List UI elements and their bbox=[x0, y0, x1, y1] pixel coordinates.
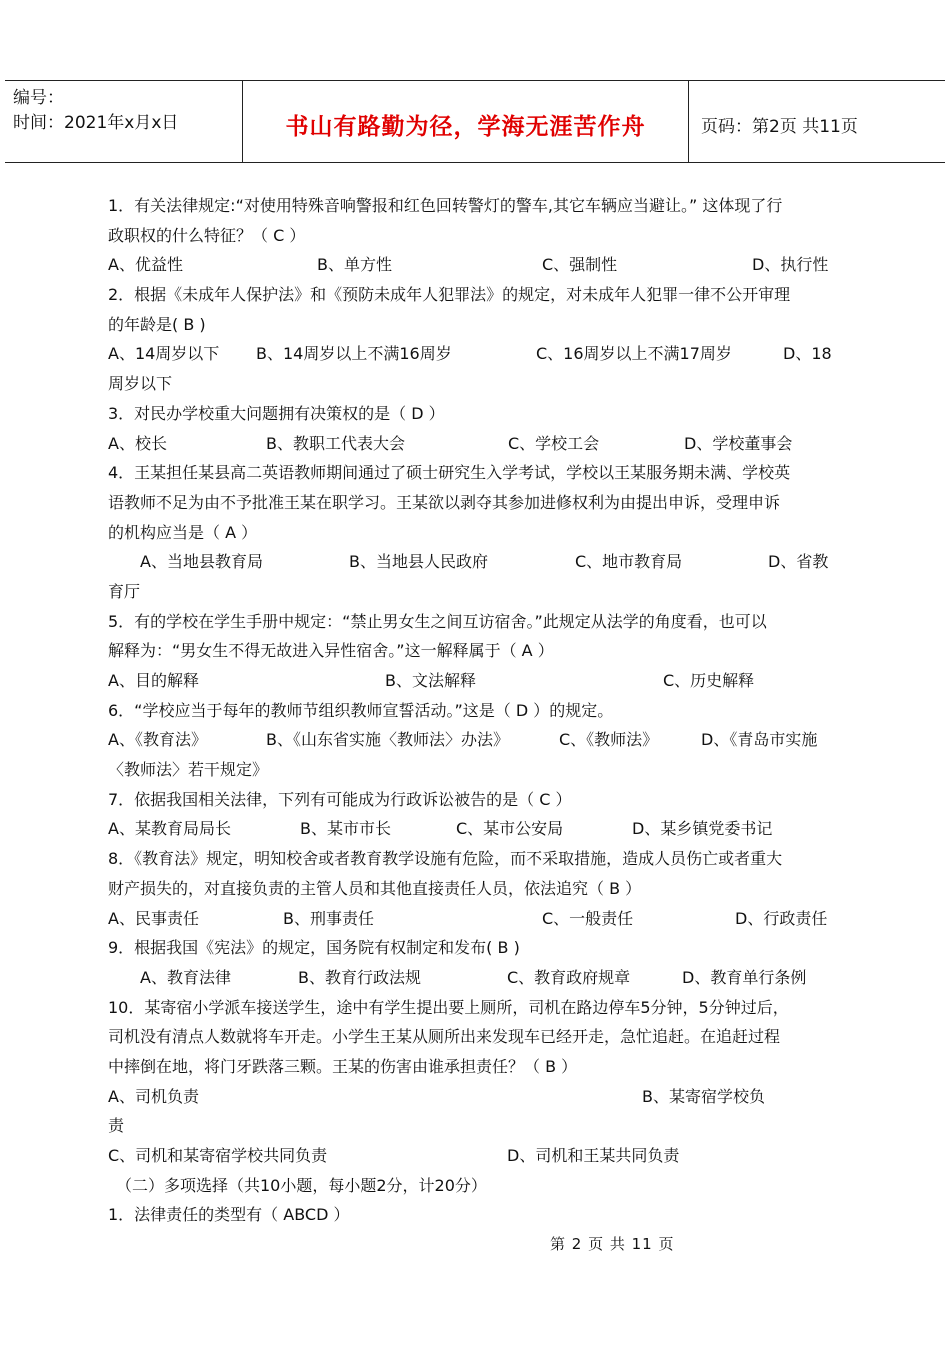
option-b: B、某寄宿学校负 bbox=[642, 1086, 765, 1106]
section-2-title: （二）多项选择（共10小题，每小题2分，计20分） bbox=[116, 1175, 487, 1195]
option-c: C、某市公安局 bbox=[456, 819, 564, 839]
option-d: D、18 bbox=[783, 344, 832, 364]
option-d: D、省教 bbox=[768, 552, 829, 572]
question-10-line-3: 中摔倒在地，将门牙跌落三颗。王某的伤害由谁承担责任？（ B ） bbox=[108, 1056, 578, 1076]
question-content bbox=[108, 191, 846, 1230]
option-d: D、学校董事会 bbox=[684, 433, 793, 453]
question-3-line-1: 3．对民办学校重大问题拥有决策权的是（ D ） bbox=[108, 403, 445, 423]
option-b: B、当地县人民政府 bbox=[349, 552, 488, 572]
option-b: B、14周岁以上不满16周岁 bbox=[256, 344, 452, 364]
option-b: B、文法解释 bbox=[385, 671, 476, 690]
option-d: D、教育单行条例 bbox=[682, 967, 807, 987]
option-a: A、校长 bbox=[108, 433, 167, 453]
page-header bbox=[5, 80, 945, 163]
option-c: C、司机和某寄宿学校共同负责 bbox=[108, 1146, 328, 1165]
option-a: A、《教育法》 bbox=[108, 730, 207, 750]
option-d: D、某乡镇党委书记 bbox=[632, 819, 773, 839]
option-a: A、某教育局局长 bbox=[108, 819, 231, 839]
option-c: C、一般责任 bbox=[542, 908, 634, 928]
option-c: C、历史解释 bbox=[663, 671, 755, 690]
option-b: B、某市市长 bbox=[300, 819, 391, 839]
document-number-label: 编号： bbox=[13, 88, 64, 108]
question-5-line-1: 5．有的学校在学生手册中规定：“禁止男女生之间互访宿舍。”此规定从法学的角度看，也可以 bbox=[108, 611, 767, 631]
option-c: C、强制性 bbox=[542, 255, 618, 275]
question-4-line-2: 语教师不足为由不予批准王某在职学习。王某欲以剥夺其参加进修权利为由提出申诉，受理申诉 bbox=[108, 492, 781, 512]
option-d: D、行政责任 bbox=[735, 908, 828, 928]
question-6-line-3: 〈教师法〉若干规定》 bbox=[108, 760, 269, 780]
option-a: A、司机负责 bbox=[108, 1086, 199, 1106]
question-8-line-2: 财产损失的，对直接负责的主管人员和其他直接责任人员，依法追究（ B ） bbox=[108, 878, 642, 898]
header-motto-cell bbox=[243, 81, 689, 162]
option-a: A、民事责任 bbox=[108, 908, 199, 928]
document-time-label: 时间：2021年x月x日 bbox=[13, 113, 179, 133]
option-a: A、当地县教育局 bbox=[140, 552, 263, 572]
question-10-options-cd bbox=[108, 1141, 846, 1171]
question-4-line-5: 育厅 bbox=[108, 581, 141, 601]
option-d: D、司机和王某共同负责 bbox=[507, 1146, 680, 1165]
option-b: B、《山东省实施〈教师法〉办法》 bbox=[266, 730, 509, 750]
option-c: C、学校工会 bbox=[508, 433, 600, 453]
option-a: A、目的解释 bbox=[108, 671, 199, 690]
section-2-question-1: 1．法律责任的类型有（ ABCD ） bbox=[108, 1205, 350, 1225]
question-5-options bbox=[108, 666, 846, 696]
question-6-line-1: 6．“学校应当于每年的教师节组织教师宣誓活动。”这是（ D ）的规定。 bbox=[108, 700, 614, 720]
option-a: A、教育法律 bbox=[140, 967, 231, 987]
question-2-options bbox=[108, 339, 846, 369]
question-7-line-1: 7．依据我国相关法律，下列有可能成为行政诉讼被告的是（ C ） bbox=[108, 789, 572, 809]
option-c: C、教育政府规章 bbox=[507, 967, 631, 987]
question-10-line-5: 责 bbox=[108, 1116, 125, 1136]
question-10-line-2: 司机没有清点人数就将车开走。小学生王某从厕所出来发现车已经开走，急忙追赶。在追赶过程 bbox=[108, 1027, 781, 1047]
option-b: B、单方性 bbox=[317, 255, 392, 275]
option-d: D、《青岛市实施 bbox=[701, 730, 818, 750]
question-1-options bbox=[108, 250, 846, 280]
question-9-options bbox=[108, 963, 846, 993]
question-8-options bbox=[108, 904, 846, 934]
motto-text: 书山有路勤为径，学海无涯苦作舟 bbox=[285, 114, 646, 140]
question-10-line-1: 10．某寄宿小学派车接送学生，途中有学生提出要上厕所，司机在路边停车5分钟，5分钟过后， bbox=[108, 997, 789, 1017]
question-2-line-2: 的年龄是( B ) bbox=[108, 314, 206, 334]
page-footer: 第 2 页 共 11 页 bbox=[550, 1235, 675, 1253]
option-b: B、教职工代表大会 bbox=[266, 433, 405, 453]
question-4-line-3: 的机构应当是（ A ） bbox=[108, 522, 258, 542]
question-2-line-1: 2．根据《未成年人保护法》和《预防未成年人犯罪法》的规定，对未成年人犯罪一律不公开审理 bbox=[108, 285, 791, 305]
option-c: C、《教师法》 bbox=[559, 730, 659, 750]
question-8-line-1: 8．《教育法》规定，明知校舍或者教育教学设施有危险，而不采取措施，造成人员伤亡或者重大 bbox=[108, 849, 783, 869]
question-1-line-2: 政职权的什么特征？（ C ） bbox=[108, 225, 306, 245]
question-1-line-1: 1．有关法律规定:“对使用特殊音响警报和红色回转警灯的警车,其它车辆应当避让。” 这体现了行 bbox=[108, 196, 783, 215]
option-d: D、执行性 bbox=[752, 255, 829, 275]
option-c: C、地市教育局 bbox=[575, 552, 683, 572]
question-4-options bbox=[108, 547, 846, 577]
question-5-line-2: 解释为：“男女生不得无故进入异性宿舍。”这一解释属于（ A ） bbox=[108, 641, 554, 661]
question-7-options bbox=[108, 814, 846, 844]
question-4-line-1: 4．王某担任某县高二英语教师期间通过了硕士研究生入学考试，学校以王某服务期未满、学校英 bbox=[108, 463, 791, 483]
option-b: B、教育行政法规 bbox=[298, 967, 421, 987]
header-left-cell bbox=[5, 81, 243, 162]
question-3-options bbox=[108, 429, 846, 459]
option-c: C、16周岁以上不满17周岁 bbox=[536, 344, 732, 364]
question-6-options bbox=[108, 725, 846, 755]
question-2-line-4: 周岁以下 bbox=[108, 374, 173, 394]
option-a: A、优益性 bbox=[108, 255, 183, 275]
option-b: B、刑事责任 bbox=[283, 908, 374, 928]
option-a: A、14周岁以下 bbox=[108, 344, 220, 364]
question-10-options-ab bbox=[108, 1082, 846, 1112]
header-page-info: 页码：第2页 共11页 bbox=[701, 117, 858, 137]
question-9-line-1: 9．根据我国《宪法》的规定，国务院有权制定和发布( B ) bbox=[108, 938, 520, 958]
